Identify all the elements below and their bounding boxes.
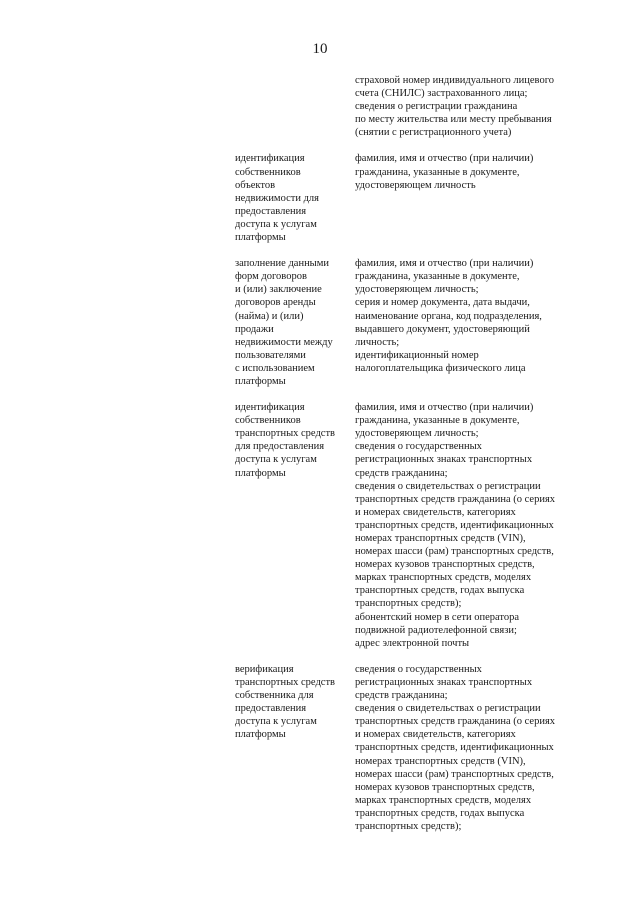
data-list-line: транспортных средств); [355,820,462,832]
purpose-line: платформы [235,232,286,244]
data-list-line: личность; [355,336,400,348]
data-list-line: транспортных средств гражданина (о сериях [355,493,556,505]
data-list-line: транспортных средств, идентификационных [355,519,554,531]
table-row [0,74,640,139]
data-list-line: удостоверяющем личность; [355,428,479,440]
data-list-line: серия и номер документа, дата выдачи, [355,297,530,309]
table-row [0,257,640,388]
purpose-line: для предоставления [235,441,325,453]
data-list-line: регистрационных знаках транспортных [355,676,533,688]
data-list-line: фамилия, имя и отчество (при наличии) [355,258,534,270]
table-row [0,152,640,244]
data-list-line: транспортных средств, годах выпуска [355,807,525,819]
data-list-line: марках транспортных средств, моделях [355,572,532,584]
data-list-line: гражданина, указанные в документе, [355,271,520,283]
data-list-cell [355,74,595,139]
data-list-line: номерах транспортных средств (VIN), [355,755,526,767]
data-list-cell [355,401,595,650]
data-list-line: фамилия, имя и отчество (при наличии) [355,153,534,165]
data-table [0,74,640,846]
purpose-line: заполнение данными [235,258,330,270]
data-list-line: фамилия, имя и отчество (при наличии) [355,402,534,414]
purpose-line: идентификация [235,402,305,414]
data-list-line: сведения о государственных [355,441,482,453]
purpose-line: недвижимости для [235,192,319,204]
table-row [0,401,640,650]
data-list-line: средств гражданина; [355,467,448,479]
data-list-line: адрес электронной почты [355,637,470,649]
purpose-line: с использованием [235,362,315,374]
data-list-line: страховой номер индивидуального лицевого [355,75,554,86]
purpose-cell [235,401,343,650]
purpose-line: и (или) заключение [235,284,322,296]
data-list-cell [355,152,595,244]
purpose-line: собственника для [235,690,314,702]
data-list-line: наименование органа, код подразделения, [355,310,542,322]
purpose-cell [235,663,343,833]
data-list-line: номерах кузовов транспортных средств, [355,781,535,793]
data-list-line: транспортных средств, годах выпуска [355,585,525,597]
data-list-line: регистрационных знаках транспортных [355,454,533,466]
purpose-line: договоров аренды [235,297,316,309]
data-list-line: транспортных средств); [355,598,462,610]
data-list-line: и номерах свидетельств, категориях [355,729,516,741]
data-list-line: транспортных средств гражданина (о сериях [355,716,556,728]
data-list-line: удостоверяющем личность; [355,284,479,296]
data-list-line: гражданина, указанные в документе, [355,166,520,178]
purpose-line: платформы [235,467,286,479]
data-list-line: подвижной радиотелефонной связи; [355,624,517,636]
purpose-cell [235,257,343,388]
data-list-line: номерах шасси (рам) транспортных средств, [355,546,554,558]
data-list-line: по месту жительства или месту пребывания [355,114,552,126]
data-list-line: удостоверяющем личность [355,179,476,191]
purpose-line: форм договоров [235,271,307,283]
purpose-line: продажи [235,323,274,335]
data-list-line: средств гражданина; [355,690,448,702]
data-list-line: сведения о свидетельствах о регистрации [355,703,541,715]
table-row [0,663,640,833]
data-list-line: идентификационный номер [355,349,479,361]
data-list-line: выдавшего документ, удостоверяющий [355,323,530,335]
purpose-line: транспортных средств [235,428,336,440]
data-list-line: гражданина, указанные в документе, [355,415,520,427]
purpose-cell [235,152,343,244]
data-list-line: сведения о государственных [355,663,482,675]
data-list-line: и номерах свидетельств, категориях [355,506,516,518]
purpose-cell [235,74,343,139]
purpose-line: доступа к услугам [235,218,317,230]
data-list-line: марках транспортных средств, моделях [355,794,532,806]
purpose-line: собственников [235,415,301,427]
purpose-line: собственников [235,166,301,178]
purpose-line: платформы [235,729,286,741]
data-list-line: сведения о свидетельствах о регистрации [355,480,541,492]
purpose-line: доступа к услугам [235,454,317,466]
data-list-line: транспортных средств, идентификационных [355,742,554,754]
data-list-line: номерах шасси (рам) транспортных средств, [355,768,554,780]
data-list-line: (снятии с регистрационного учета) [355,127,512,139]
purpose-line: объектов [235,179,276,191]
purpose-line: идентификация [235,153,305,165]
purpose-line: (найма) и (или) [235,310,304,322]
data-list-cell [355,663,595,833]
data-list-line: абонентский номер в сети оператора [355,611,519,623]
purpose-line: транспортных средств [235,676,336,688]
purpose-line: платформы [235,375,286,387]
data-list-line: сведения о регистрации гражданина [355,101,518,113]
data-list-line: номерах кузовов транспортных средств, [355,559,535,571]
data-list-line: налогоплательщика физического лица [355,362,526,374]
purpose-line: пользователями [235,349,306,361]
purpose-line: доступа к услугам [235,716,317,728]
purpose-line: недвижимости между [235,336,333,348]
purpose-line: предоставления [235,703,307,715]
data-list-cell [355,257,595,388]
data-list-line: счета (СНИЛС) застрахованного лица; [355,88,528,100]
purpose-line: предоставления [235,205,307,217]
purpose-line: верификация [235,663,294,675]
page-number: 10 [312,41,328,57]
data-list-line: номерах транспортных средств (VIN), [355,533,526,544]
